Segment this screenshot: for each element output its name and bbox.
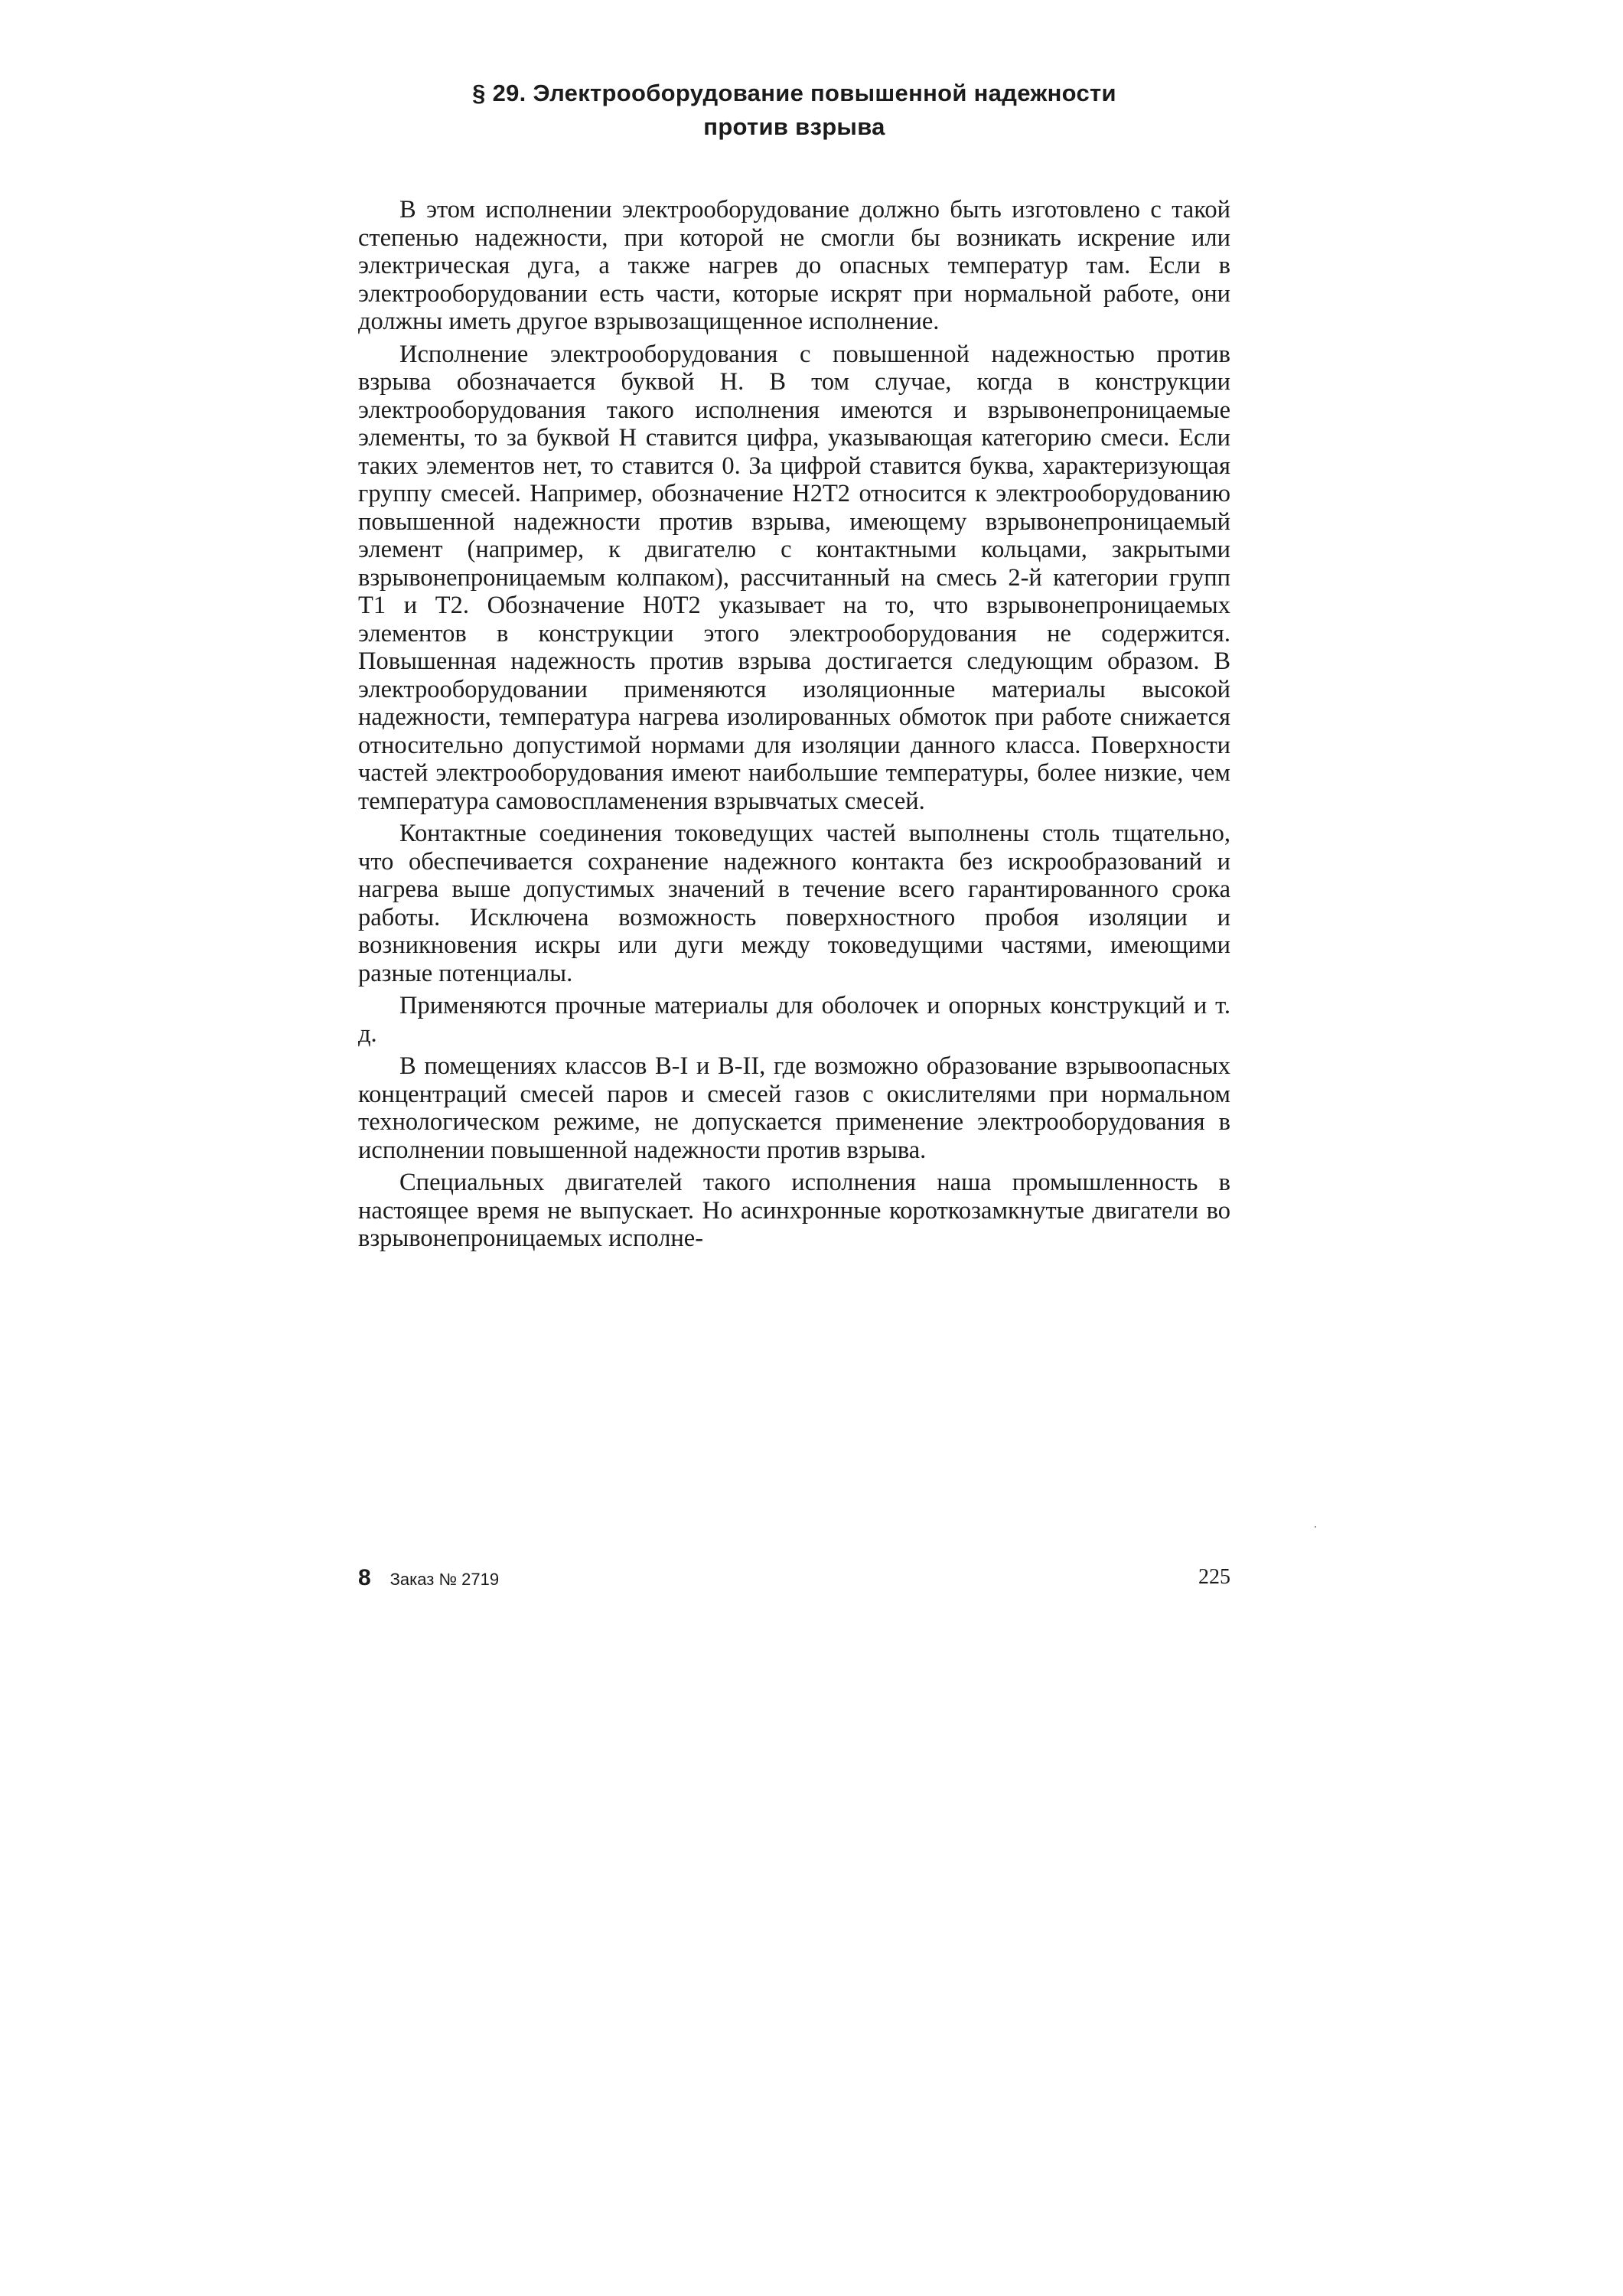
paragraph-materials: Применяются прочные материалы для оболочек и опорных конструкций и т. д. bbox=[358, 992, 1230, 1048]
paragraph-rooms: В помещениях классов В-I и В-II, где возможно образование взрывоопасных концентраций смесей паров и смесей газов с окислителями при нормальном технологическом режиме, не допускается применение электрооборудования в исполнении повышенной надежности против взрыва. bbox=[358, 1052, 1230, 1164]
scan-speck bbox=[1315, 1526, 1316, 1528]
paragraph-contacts: Контактные соединения токоведущих частей выполнены столь тщательно, что обеспечивается сохранение надежного контакта без искрообразований и нагрева выше допустимых значений в течение всего гарантированного срока работы. Исключена возможность поверхностного пробоя изоляции и возникновения искры или дуги между токоведущими частями, имеющими разные потенциалы. bbox=[358, 820, 1230, 987]
printer-signature bbox=[358, 1565, 499, 1591]
paragraph-designation: Исполнение электрооборудования с повышенной надежностью против взрыва обозначается буквой Н. В том случае, когда в конструкции электрооборудования такого исполнения имеются и взрывонепроницаемые элементы, то за буквой Н ставится цифра, указывающая категорию смеси. Если таких элементов нет, то ставится 0. За цифрой ставится буква, характеризующая группу смесей. Например, обозначение Н2Т2 относится к электрооборудованию повышенной надежности против взрыва, имеющему взрывонепроницаемый элемент (например, к двигателю с контактными кольцами, закрытыми взрывонепроницаемым колпаком), рассчитанный на смесь 2-й категории групп Т1 и Т2. Обозначение Н0Т2 указывает на то, что взрывонепроницаемых элементов в конструкции этого электрооборудования не содержится. Повышенная надежность против взрыва достигается следующим образом. В электрооборудовании применяются изоляционные материалы высокой надежности, температура нагрева изолированных обмоток при работе снижается относительно допустимой нормами для изоляции данного класса. Поверхности частей электрооборудования имеют наибольшие температуры, более низкие, чем температура самовоспламенения взрывчатых смесей. bbox=[358, 340, 1230, 815]
section-heading-line-1: § 29. Электрооборудование повышенной надежности bbox=[472, 80, 1116, 106]
paragraph-motors: Специальных двигателей такого исполнения наша промышленность в настоящее время не выпускает. Но асинхронные короткозамкнутые двигатели во взрывонепроницаемых исполне- bbox=[358, 1169, 1230, 1252]
order-number: Заказ № 2719 bbox=[389, 1570, 500, 1589]
section-heading bbox=[358, 77, 1230, 144]
paragraph-intro: В этом исполнении электрооборудование должно быть изготовлено с такой степенью надежности, при которой не смогли бы возникать искрение или электрическая дуга, а также нагрев до опасных температур там. Если в электрооборудовании есть части, которые искрят при нормальной работе, они должны иметь другое взрывозащищенное исполнение. bbox=[358, 196, 1230, 335]
signature-number: 8 bbox=[358, 1565, 371, 1590]
body-text bbox=[358, 196, 1230, 1253]
page-number: 225 bbox=[1198, 1565, 1230, 1589]
section-heading-line-2: против взрыва bbox=[703, 113, 885, 140]
book-page bbox=[358, 77, 1230, 1590]
page-footer bbox=[358, 1565, 1230, 1596]
